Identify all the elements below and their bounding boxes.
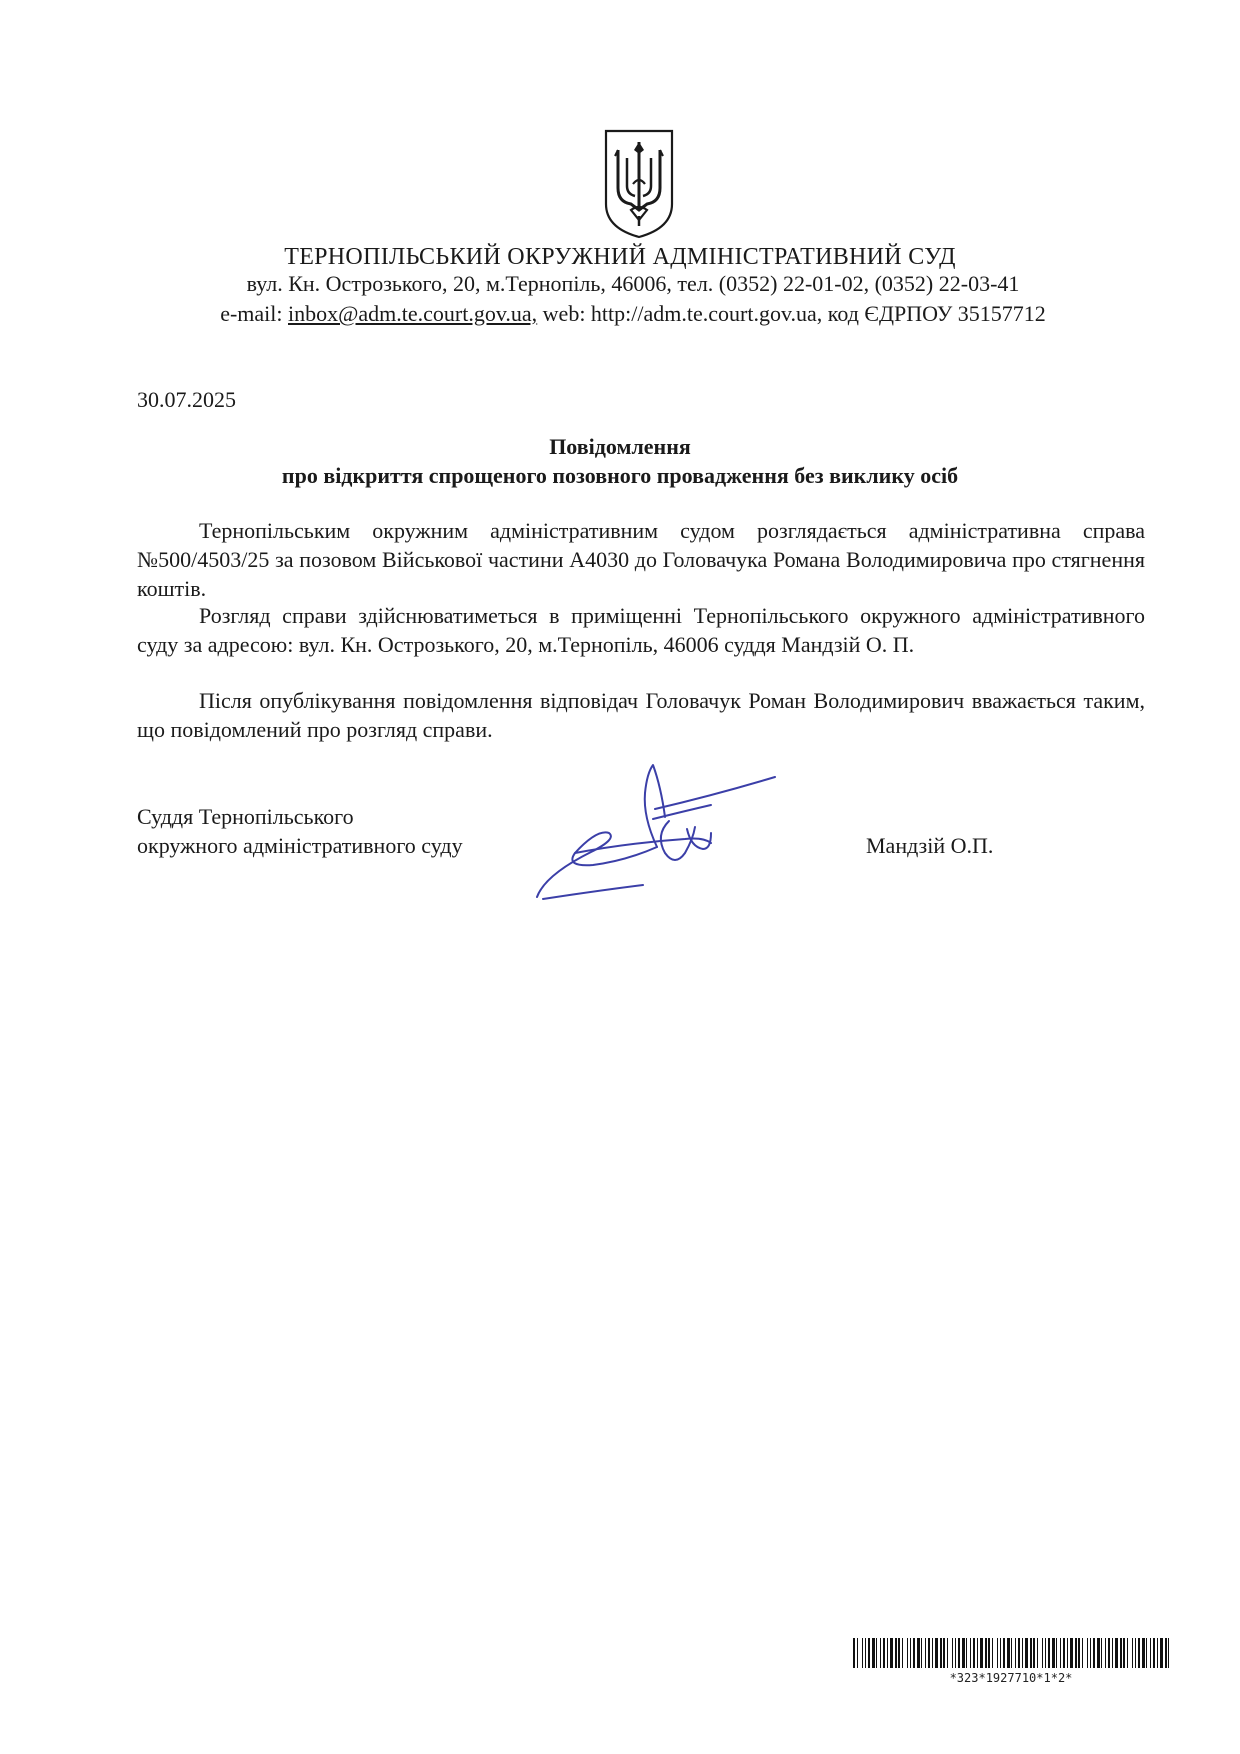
barcode-bar — [917, 1638, 920, 1668]
barcode-bar — [947, 1638, 948, 1668]
barcode-bar — [940, 1638, 942, 1668]
barcode-bar — [925, 1638, 926, 1668]
barcode-bar — [980, 1638, 983, 1668]
barcode-bar — [913, 1638, 915, 1668]
barcode-bar — [988, 1638, 990, 1668]
barcode-bar — [862, 1638, 863, 1668]
barcode-bar — [1168, 1638, 1169, 1668]
barcode-bar — [868, 1638, 870, 1668]
barcode-bar — [1135, 1638, 1136, 1668]
court-address: вул. Кн. Острозького, 20, м.Тернопіль, 46006, тел. (0352) 22-01-02, (0352) 22-03-41 — [246, 271, 1020, 296]
barcode-bar — [895, 1638, 897, 1668]
barcode-bar — [1018, 1638, 1020, 1668]
barcode-bar — [876, 1638, 877, 1668]
barcode-bar — [1003, 1638, 1005, 1668]
barcode-bar — [890, 1638, 893, 1668]
barcode-bar — [1157, 1638, 1158, 1668]
barcode-bar — [921, 1638, 922, 1668]
barcode-bar — [1142, 1638, 1145, 1668]
barcode-bar — [887, 1638, 888, 1668]
barcode-bar — [1007, 1638, 1010, 1668]
barcode-bar — [1015, 1638, 1016, 1668]
court-name: ТЕРНОПІЛЬСЬКИЙ ОКРУЖНИЙ АДМІНІСТРАТИВНИЙ СУД — [284, 244, 956, 270]
barcode-bar — [1150, 1638, 1151, 1668]
barcode-bar — [1082, 1638, 1083, 1668]
barcode-bar — [935, 1638, 938, 1668]
barcode-bar — [1025, 1638, 1028, 1668]
trident-coat-of-arms-icon — [603, 128, 675, 240]
barcode-bar — [992, 1638, 993, 1668]
barcode-bar — [966, 1638, 967, 1668]
barcode-bar — [1078, 1638, 1080, 1668]
barcode-bar — [1160, 1638, 1163, 1668]
document-subtitle: про відкриття спрощеного позовного провадження без виклику осіб — [281, 463, 959, 488]
barcode-bar — [883, 1638, 885, 1668]
barcode-bar — [985, 1638, 987, 1668]
web-and-code: web: http://adm.te.court.gov.ua, код ЄДРПОУ 35157712 — [537, 301, 1046, 326]
document-title: Повідомлення — [549, 434, 691, 459]
barcode-bar — [1087, 1638, 1088, 1668]
body-paragraph-venue: Розгляд справи здійснюватиметься в приміщенні Тернопільського окружного адміністративного суду за адресою: вул. Кн. Острозького, 20, м.Тернопіль, 46006 суддя Мандзій О. П. — [137, 603, 1145, 657]
barcode-bar — [1037, 1638, 1038, 1668]
barcode-bar — [955, 1638, 956, 1668]
body-paragraph-case: Тернопільським окружним адміністративним судом розглядається адміністративна справа №500/4503/25 за позовом Військової частини А4030 до Головачука Романа Володимировича про стягнення коштів. — [137, 518, 1145, 601]
handwritten-signature-icon — [535, 757, 795, 905]
signer-name: Мандзій О.П. — [866, 833, 994, 858]
barcode-bar — [1120, 1638, 1122, 1668]
barcode-bar — [1101, 1638, 1102, 1668]
barcode-bar — [857, 1638, 858, 1668]
barcode-bar — [1146, 1638, 1147, 1668]
signer-position-line-1: Суддя Тернопільського — [137, 804, 354, 829]
barcode-bar — [1090, 1638, 1091, 1668]
barcode-bar — [1042, 1638, 1043, 1668]
barcode-bar — [1000, 1638, 1001, 1668]
barcode-bar — [962, 1638, 965, 1668]
signer-position-line-2: окружного адміністративного суду — [137, 833, 463, 858]
barcode-bar — [1060, 1638, 1061, 1668]
barcode-bar — [943, 1638, 945, 1668]
barcode-bar — [853, 1638, 855, 1668]
barcode-bar — [952, 1638, 953, 1668]
barcode-bar — [1115, 1638, 1118, 1668]
barcode-bar — [997, 1638, 998, 1668]
barcode-bar — [872, 1638, 875, 1668]
barcode-bar — [1097, 1638, 1100, 1668]
barcode-bar — [1165, 1638, 1167, 1668]
body-paragraph-notice: Після опублікування повідомлення відповідач Головачук Роман Володимирович вважається таким, що повідомлений про розгляд справи. — [137, 688, 1145, 742]
barcode-bar — [1067, 1638, 1068, 1668]
barcode-text: *323*1927710*1*2* — [949, 1671, 1073, 1685]
barcode-bar — [1123, 1638, 1125, 1668]
barcode-bar — [1127, 1638, 1128, 1668]
barcode-icon — [853, 1638, 1169, 1668]
barcode-bar — [1138, 1638, 1140, 1668]
barcode-bar — [1105, 1638, 1106, 1668]
barcode-bar — [880, 1638, 881, 1668]
barcode-bar — [970, 1638, 971, 1668]
barcode-bar — [898, 1638, 900, 1668]
barcode-bar — [1048, 1638, 1050, 1668]
barcode-bar — [1093, 1638, 1095, 1668]
barcode-bar — [1112, 1638, 1113, 1668]
barcode-bar — [907, 1638, 908, 1668]
barcode-bar — [1132, 1638, 1133, 1668]
court-contacts — [0, 301, 1240, 327]
barcode-bar — [1011, 1638, 1012, 1668]
barcode-bar — [1022, 1638, 1023, 1668]
email-label: e-mail: — [220, 301, 288, 326]
barcode-bar — [1045, 1638, 1046, 1668]
barcode-bar — [928, 1638, 930, 1668]
barcode-bar — [932, 1638, 933, 1668]
barcode-bar — [1063, 1638, 1065, 1668]
barcode-bar — [1056, 1638, 1057, 1668]
barcode-bar — [1030, 1638, 1032, 1668]
barcode-bar — [1052, 1638, 1055, 1668]
barcode-bar — [902, 1638, 903, 1668]
barcode-bar — [973, 1638, 975, 1668]
document-date: 30.07.2025 — [137, 387, 236, 412]
barcode-bar — [958, 1638, 960, 1668]
barcode-bar — [865, 1638, 866, 1668]
barcode-bar — [1070, 1638, 1073, 1668]
email-link[interactable]: inbox@adm.te.court.gov.ua, — [288, 301, 538, 326]
barcode-bar — [1108, 1638, 1110, 1668]
barcode-bar — [1075, 1638, 1077, 1668]
barcode-bar — [1153, 1638, 1155, 1668]
barcode-bar — [1033, 1638, 1035, 1668]
barcode-bar — [977, 1638, 978, 1668]
barcode-bar — [910, 1638, 911, 1668]
